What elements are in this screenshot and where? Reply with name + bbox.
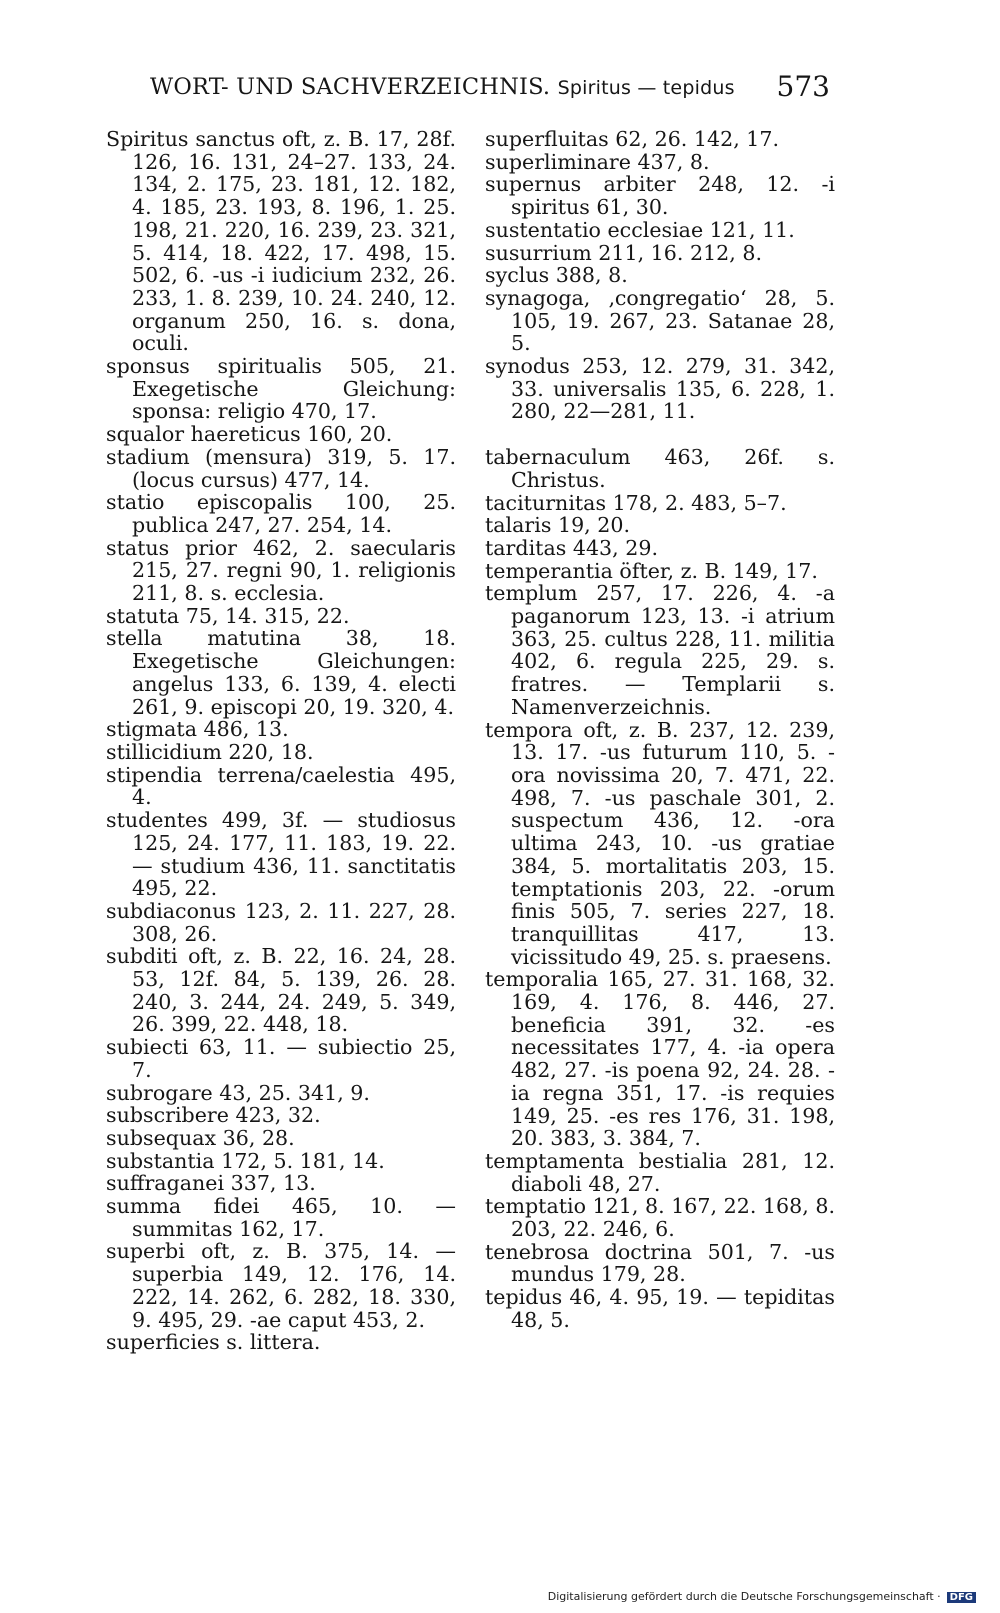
index-entry: tenebrosa doctrina 501, 7. -us mundus 179, 28. xyxy=(485,1239,835,1287)
index-entry: stigmata 486, 13. xyxy=(106,717,289,742)
index-entry: supernus arbiter 248, 12. -i spiritus 61, 30. xyxy=(485,172,835,220)
index-entry: superfluitas 62, 26. 142, 17. xyxy=(485,127,780,151)
index-entry: templum 257, 17. 226, 4. -a paganorum 123, 13. -i atrium 363, 25. cultus 228, 11. militia 402, 6. regula 225, 29. s. fratres. — Templarii s. Namenverzeichnis. xyxy=(485,581,835,719)
index-entry: synagoga, ‚congregatio‘ 28, 5. 105, 19. 267, 23. Satanae 28, 5. xyxy=(485,285,835,356)
index-entry: stipendia terrena/caelestia 495, 4. xyxy=(106,762,456,810)
index-entry: temptamenta bestialia 281, 12. diaboli 48, 27. xyxy=(485,1148,835,1196)
index-entry: subditi oft, z. B. 22, 16. 24, 28. 53, 12f. 84, 5. 139, 26. 28. 240, 3. 244, 24. 249, 5. 349, 26. 399, 22. 448, 18. xyxy=(106,944,456,1037)
index-entry: statuta 75, 14. 315, 22. xyxy=(106,603,350,628)
header-title: WORT- UND SACHVERZEICHNIS. xyxy=(150,74,551,100)
index-entry: tempora oft, z. B. 237, 12. 239, 13. 17. -us futurum 110, 5. -ora novissima 20, 7. 471, 22. 498, 7. -us paschale 301, 2. suspectum 436, 12. -ora ultima 243, 10. -us gratiae 384, 5. mortalitatis 203, 15. temptationis 203, 22. -orum finis 505, 7. series 227, 18. tranquillitas 417, 13. vicissitudo 49, 25. s. praesens. xyxy=(485,717,835,969)
index-entry: subscribere 423, 32. xyxy=(106,1103,321,1128)
index-entry: temperantia öfter, z. B. 149, 17. xyxy=(485,558,818,583)
index-entry: suffraganei 337, 13. xyxy=(106,1171,316,1196)
index-entry: temporalia 165, 27. 31. 168, 32. 169, 4. 176, 8. 446, 27. beneficia 391, 32. -es necessitates 177, 4. -ia opera 482, 27. -is poena 92, 24. 28. -ia regna 351, 17. -is requies 149, 25. -es res 176, 31. 198, 20. 383, 3. 384, 7. xyxy=(485,967,835,1151)
index-entry: stella matutina 38, 18. Exegetische Gleichungen: angelus 133, 6. 139, 4. electi 261, 9. episcopi 20, 19. 320, 4. xyxy=(106,626,456,719)
index-entry: superbi oft, z. B. 375, 14. — superbia 149, 12. 176, 14. 222, 14. 262, 6. 282, 18. 330, 9. 495, 29. -ae caput 453, 2. xyxy=(106,1239,456,1332)
index-entry: sponsus spiritualis 505, 21. Exegetische Gleichung: sponsa: religio 470, 17. xyxy=(106,354,456,424)
running-title xyxy=(150,74,735,100)
index-entry: squalor haereticus 160, 20. xyxy=(106,422,393,447)
index-entry: summa fidei 465, 10. — summitas 162, 17. xyxy=(106,1194,456,1241)
index-entry: superliminare 437, 8. xyxy=(485,149,710,174)
index-entry: synodus 253, 12. 279, 31. 342, 33. universalis 135, 6. 228, 1. 280, 22—281, 11. xyxy=(485,354,835,424)
index-column-right xyxy=(485,128,835,1332)
index-entry: stillicidium 220, 18. xyxy=(106,739,314,764)
index-entry: tabernaculum 463, 26f. s. Christus. xyxy=(485,445,835,492)
index-entry: temptatio 121, 8. 167, 22. 168, 8. 203, 22. 246, 6. xyxy=(485,1194,835,1242)
index-entry: subrogare 43, 25. 341, 9. xyxy=(106,1080,370,1105)
footer-text: Digitalisierung gefördert durch die Deutsche Forschungsgemeinschaft · xyxy=(547,1590,941,1603)
digitization-footer xyxy=(548,1590,976,1603)
index-entry: status prior 462, 2. saecularis 215, 27. regni 90, 1. religionis 211, 8. s. ecclesia. xyxy=(106,535,456,606)
dfg-logo: DFG xyxy=(947,1592,976,1603)
index-column-left xyxy=(106,128,456,1354)
index-entry: statio episcopalis 100, 25. publica 247, 27. 254, 14. xyxy=(106,490,456,537)
index-entry: superficies s. littera. xyxy=(106,1330,321,1355)
index-entry: Spiritus sanctus oft, z. B. 17, 28f. 126, 16. 131, 24–27. 133, 24. 134, 2. 175, 23. 181, 12. 182, 4. 185, 23. 193, 8. 196, 1. 25. 198, 21. 220, 16. 239, 23. 321, 5. 414, 18. 422, 17. 498, 15. 502, 6. -us -i iudicium 232, 26. 233, 1. 8. 239, 10. 24. 240, 12. organum 250, 16. s. dona, oculi. xyxy=(106,127,456,356)
index-entry: talaris 19, 20. xyxy=(485,513,631,538)
index-entry: subiecti 63, 11. — subiectio 25, 7. xyxy=(106,1035,456,1082)
header-subtitle: Spiritus — tepidus xyxy=(557,77,735,99)
index-entry: substantia 172, 5. 181, 14. xyxy=(106,1148,385,1173)
index-entry: sustentatio ecclesiae 121, 11. xyxy=(485,217,795,242)
index-entry: tepidus 46, 4. 95, 19. — tepiditas 48, 5. xyxy=(485,1285,835,1332)
page-number: 573 xyxy=(776,70,830,103)
index-entry: subdiaconus 123, 2. 11. 227, 28. 308, 26. xyxy=(106,898,456,946)
index-entry: stadium (mensura) 319, 5. 17. (locus cursus) 477, 14. xyxy=(106,444,456,492)
index-entry: taciturnitas 178, 2. 483, 5–7. xyxy=(485,490,787,515)
index-entry: tarditas 443, 29. xyxy=(485,535,658,560)
index-entry: subsequax 36, 28. xyxy=(106,1125,295,1150)
page-header xyxy=(150,70,830,110)
index-entry: studentes 499, 3f. — studiosus 125, 24. 177, 11. 183, 19. 22. — studium 436, 11. sanctitatis 495, 22. xyxy=(106,808,456,901)
index-entry: susurrium 211, 16. 212, 8. xyxy=(485,240,763,265)
index-entry: syclus 388, 8. xyxy=(485,263,628,288)
